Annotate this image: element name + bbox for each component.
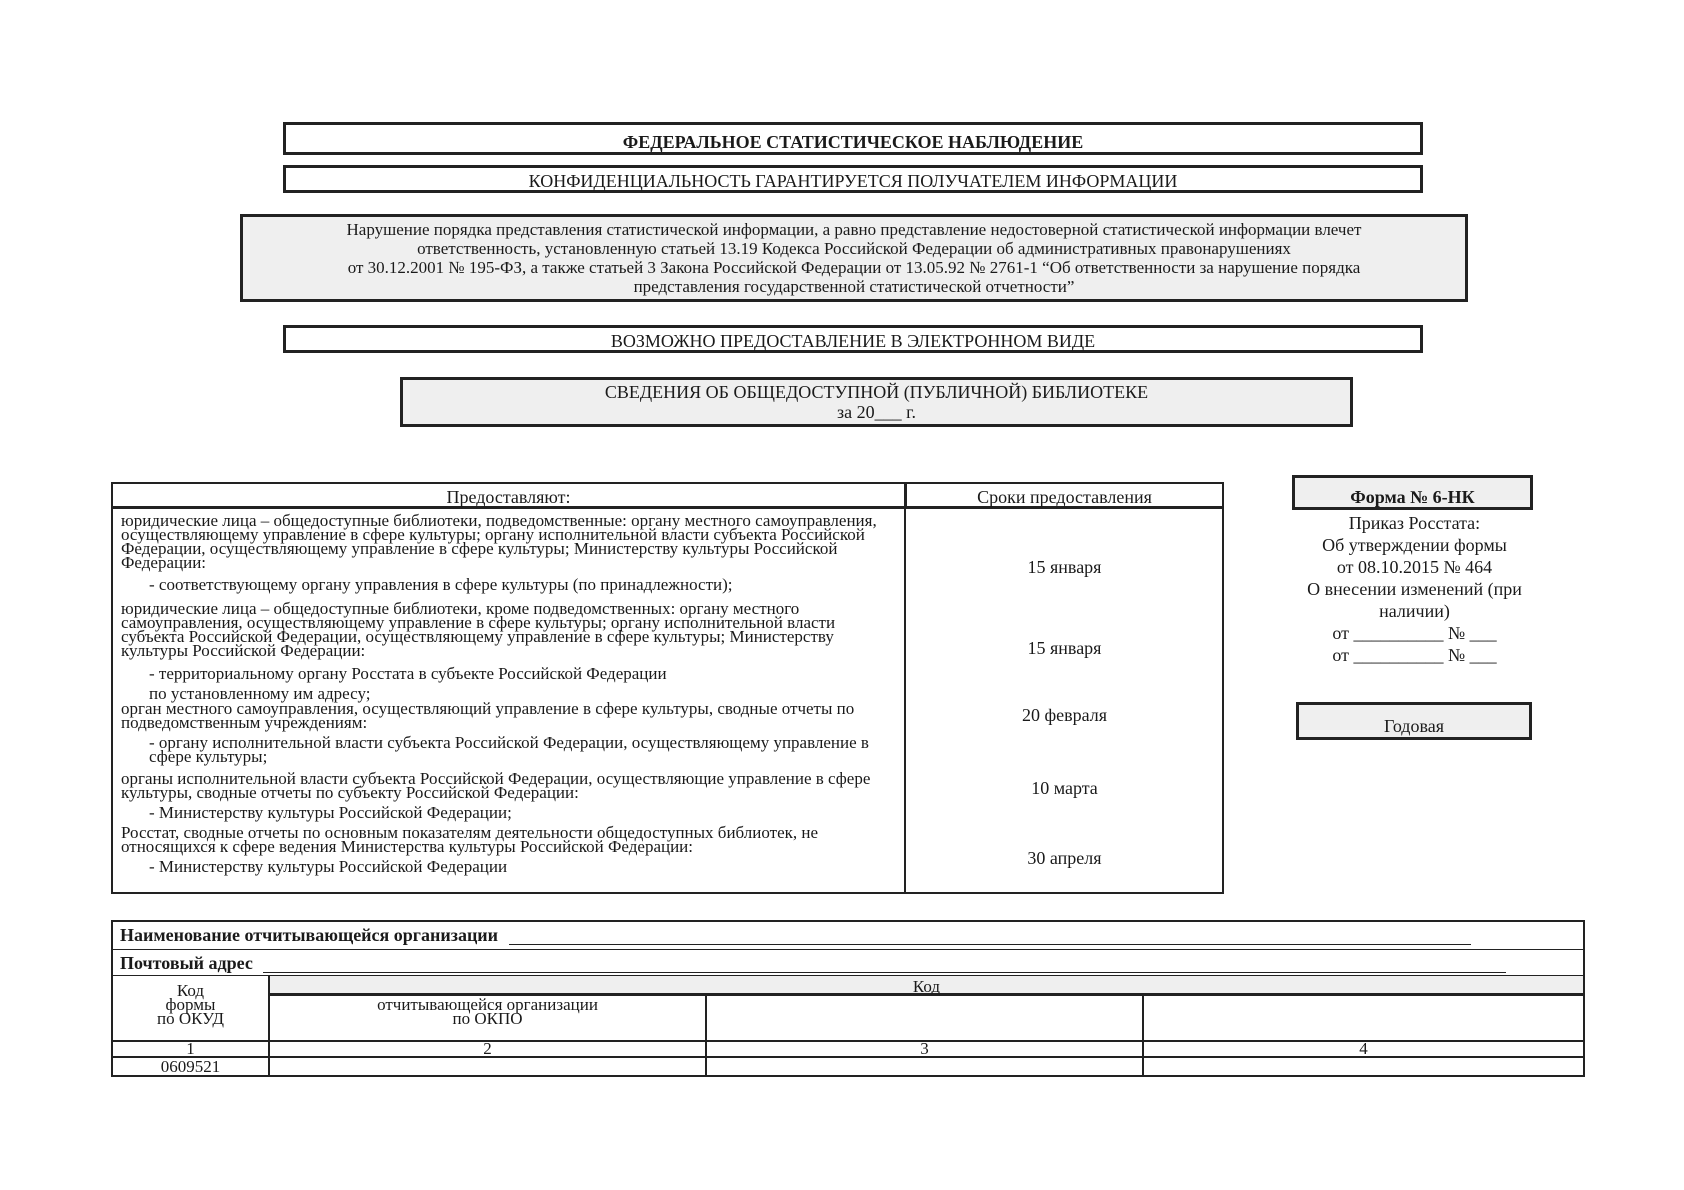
col-number-2: 2 <box>270 1041 707 1057</box>
submitter-row-1-text: юридические лица – общедоступные библиотеки, подведомственные: органу местного самоуправления, осуществляющему управление в сфере культуры; органу исполнительной власти субъекта Российской Федерации, осуществляющему управление в сфере культуры; Министерству культуры Российской Федерации: <box>121 511 877 572</box>
org-name-input[interactable] <box>509 926 1471 945</box>
submission-table <box>111 482 1224 894</box>
submitter-row-2 <box>121 599 901 704</box>
col-number-1: 1 <box>113 1041 270 1057</box>
deadline-row-3: 20 февраля <box>1021 705 1108 725</box>
legal-warning-line-1: Нарушение порядка представления статистической информации, а равно представление недостоверной статистической информации влечет <box>346 220 1362 239</box>
submitter-row-3 <box>121 699 901 766</box>
org-name-row <box>113 922 1583 950</box>
submitter-row-1 <box>121 511 901 594</box>
report-period: Годовая <box>1296 702 1532 740</box>
deadline-row-2: 15 января <box>1027 638 1102 658</box>
address-input[interactable] <box>263 954 1506 973</box>
order-changes: О внесении изменений (при <box>1307 579 1522 599</box>
submitter-row-5 <box>121 823 901 876</box>
legal-warning <box>240 214 1468 302</box>
code-col-4-input[interactable] <box>1144 1058 1583 1075</box>
legal-warning-line-4: представления государственной статистической отчетности” <box>633 277 1075 296</box>
form-number: Форма № 6-НК <box>1292 475 1533 510</box>
report-title <box>400 377 1353 427</box>
submitter-row-1-recipient: - соответствующему органу управления в сфере культуры (по принадлежности); <box>149 575 733 594</box>
order-info <box>1282 512 1547 666</box>
order-title: Приказ Росстата: <box>1348 513 1481 533</box>
okud-value: 0609521 <box>113 1058 270 1075</box>
col-number-3: 3 <box>707 1041 1144 1057</box>
organization-table <box>111 920 1585 1077</box>
okud-label-line-2: формы <box>165 995 216 1014</box>
order-approve-date: от 08.10.2015 № 464 <box>1336 557 1493 577</box>
okud-label <box>113 976 270 1040</box>
okpo-label-line-2: по ОКПО <box>452 1009 523 1028</box>
submitter-row-4 <box>121 769 901 822</box>
code-col-4-header <box>1144 996 1583 1040</box>
submitter-row-3-text: орган местного самоуправления, осуществляющий управление в сфере культуры, сводные отчеты по подведомственным учреждениям: <box>121 699 855 732</box>
submitter-row-2-text: юридические лица – общедоступные библиотеки, кроме подведомственных: органу местного самоуправления, осуществляющему управление в сфере культуры; органу исполнительной власти субъекта Российской Федерации, осуществляющему управление в сфере культуры; Министерству культуры Российской Федерации: <box>121 599 836 660</box>
okud-label-line-3: по ОКУД <box>156 1009 225 1028</box>
submitter-row-2-recipient: - территориальному органу Росстата в субъекте Российской Федерации <box>149 664 667 683</box>
report-title-period: за 20___ г. <box>837 402 916 422</box>
address-row <box>113 950 1583 976</box>
report-title-line-1: СВЕДЕНИЯ ОБ ОБЩЕДОСТУПНОЙ (ПУБЛИЧНОЙ) БИБЛИОТЕКЕ <box>604 382 1149 402</box>
address-label: Почтовый адрес <box>120 953 253 973</box>
legal-warning-line-3: от 30.12.2001 № 195-ФЗ, а также статьей 3 Закона Российской Федерации от 13.05.92 № 2761-1 “Об ответственности за нарушение порядка <box>347 258 1361 277</box>
submitter-row-2-recipient-cont: по установленному им адресу; <box>149 684 371 703</box>
federal-observation-banner: ФЕДЕРАЛЬНОЕ СТАТИСТИЧЕСКОЕ НАБЛЮДЕНИЕ <box>283 122 1423 155</box>
code-col-3-input[interactable] <box>707 1058 1144 1075</box>
code-header: Код <box>270 976 1583 996</box>
submitter-row-3-recipient: - органу исполнительной власти субъекта Российской Федерации, осуществляющему управление в сфере культуры; <box>149 733 869 766</box>
deadline-row-1: 15 января <box>1027 557 1102 577</box>
col-number-4: 4 <box>1359 1039 1368 1058</box>
legal-warning-line-2: ответственность, установленную статьей 13.19 Кодекса Российской Федерации об административных правонарушениях <box>417 239 1291 258</box>
submitter-row-5-text: Росстат, сводные отчеты по основным показателям деятельности общедоступных библиотек, не относящихся к сфере ведения Министерства культуры Российской Федерации: <box>121 823 819 856</box>
order-change-2: от __________ № ___ <box>1332 645 1497 665</box>
col-header-deadline: Сроки предоставления <box>907 484 1222 509</box>
confidentiality-banner: КОНФИДЕНЦИАЛЬНОСТЬ ГАРАНТИРУЕТСЯ ПОЛУЧАТЕЛЕМ ИНФОРМАЦИИ <box>283 165 1423 193</box>
okpo-label-line-1: отчитывающейся организации <box>377 995 598 1014</box>
submitter-row-4-recipient: - Министерству культуры Российской Федерации; <box>149 803 512 822</box>
col-header-provide: Предоставляют: <box>113 484 907 509</box>
electronic-submission-banner: ВОЗМОЖНО ПРЕДОСТАВЛЕНИЕ В ЭЛЕКТРОННОМ ВИДЕ <box>283 325 1423 353</box>
okpo-label <box>270 996 707 1040</box>
order-approve: Об утверждении формы <box>1322 535 1507 555</box>
okud-label-line-1: Код <box>176 981 205 1000</box>
order-change-1: от __________ № ___ <box>1332 623 1497 643</box>
order-changes-cont: наличии) <box>1379 601 1450 621</box>
code-col-3-header <box>707 996 1144 1040</box>
deadline-row-5: 30 апреля <box>1027 848 1102 868</box>
column-divider <box>904 509 906 894</box>
submitter-row-5-recipient: - Министерству культуры Российской Федерации <box>149 857 508 876</box>
okpo-value-input[interactable] <box>270 1058 707 1075</box>
org-name-label: Наименование отчитывающейся организации <box>120 925 499 945</box>
submitter-row-4-text: органы исполнительной власти субъекта Российской Федерации, осуществляющие управление в сфере культуры, сводные отчеты по субъекту Российской Федерации: <box>121 769 871 802</box>
deadline-row-4: 10 марта <box>1031 778 1098 798</box>
